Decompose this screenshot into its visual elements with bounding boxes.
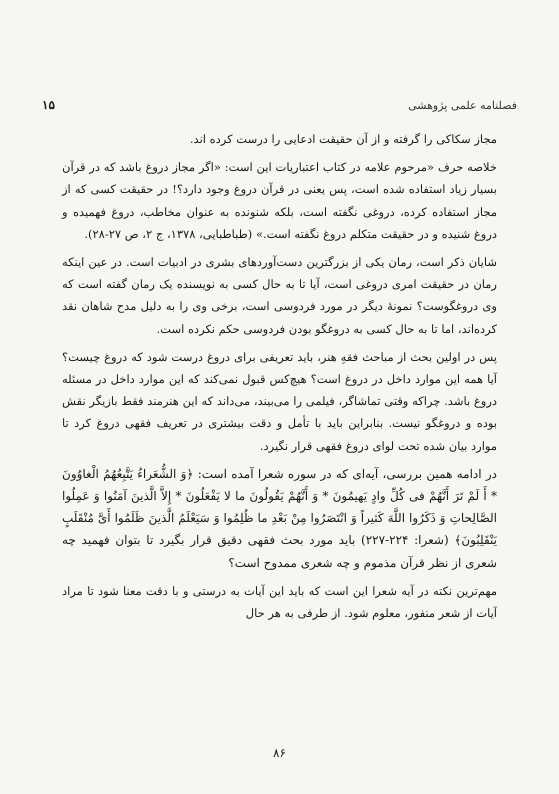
paragraph-4: پس در اولین بحث از مباحث فقهِ هنر، باید تعریفی برای دروغ درست شود که دروغ چیست؟ آیا همه این موارد داخل در دروغ است؟ هیچ‌کس قبول نمی‌کند که این موارد داخل در مسئله دروغ باشد. چراکه وقتی تماشاگر، فیلمی را می‌بیند، می‌داند که این هنرمند فقط بازیگر نقش بوده و دروغگو نیست. بنابراین باید با تأمل و دقت بیشتری در تعریف فقهی دروغ کرد تا موارد بیان شده تحت لوای دروغ فقهی قرار نگیرد. bbox=[62, 349, 497, 453]
paragraph-1: مجاز سکاکی را گرفته و از آن حقیقت ادعایی را درست کرده اند. bbox=[189, 132, 497, 146]
header-title: فصلنامه علمی پژوهشی bbox=[408, 98, 517, 112]
running-header bbox=[42, 98, 517, 112]
body-text bbox=[62, 128, 497, 630]
paragraph-3: شایان ذکر است، رمان یکی از بزرگترین دست‌آوردهای بشری در ادبیات است. در عین اینکه رمان در حقیقت امری دروغی است، آیا تا به حال کسی به نویسنده یک رمان گفته است که وی دروغگوست؟ نمونهٔ دیگر در مورد فردوسی است، برخی وی را به دلیل مدح شاهان نقد کرده‌اند، اما تا به حال کسی به دروغگو بودن فردوسی حکم نکرده است. bbox=[62, 255, 497, 336]
paragraph-6: مهم‌ترین نکته در آیه شعرا این است که باید این آیات به درستی و با دقت معنا شود تا مراد آیات از شعر منفور، معلوم شود. از طرفی به هر حال bbox=[62, 583, 497, 621]
header-folio-mark: ۱۵ bbox=[42, 98, 55, 112]
page-number: ۸۶ bbox=[273, 746, 286, 760]
paragraph-2: خلاصه حرف «مرحوم علامه در کتاب اعتباریات این است: «اگر مجاز دروغ باشد که در قرآن بسیار زیاد استفاده شده است، پس یعنی در قرآن دروغ وجود دارد؟! در حقیقت کسی که از مجاز استفاده کرده، دروغی نگفته است، بلکه شنونده به عنوان مخاطب، دروغ فهمیده و دروغ شنیده و در حقیقت متکلم دروغ نگفته است.» (طباطبایی، ۱۳۷۸، ج ۲، ص ۲۷-۲۸). bbox=[62, 160, 497, 241]
paragraph-5-quran-verse: در ادامه همین بررسی، آیه‌ای که در سوره شعرا آمده است: ﴿وَ الشُّعَراءُ یَتَّبِعُهُمُ الْغاوُونَ * أَ لَمْ تَرَ أَنَّهُمْ فی‏ کُلِّ وادٍ یَهیمُونَ * وَ أَنَّهُمْ یَقُولُونَ ما لا یَفْعَلُونَ * إِلاَّ الَّذینَ آمَنُوا وَ عَمِلُوا الصَّالِحاتِ وَ ذَکَرُوا اللَّهَ کَثیراً وَ انْتَصَرُوا مِنْ بَعْدِ ما ظُلِمُوا وَ سَیَعْلَمُ الَّذینَ ظَلَمُوا أَیَّ مُنْقَلَبٍ یَنْقَلِبُونَ﴾ (شعرا: ۲۲۴-۲۲۷) باید مورد بحث فقهی دقیق قرار بگیرد تا بتوان فهمید چه شعری از نظر قرآن مذموم و چه شعری ممدوح است؟ bbox=[62, 466, 498, 570]
